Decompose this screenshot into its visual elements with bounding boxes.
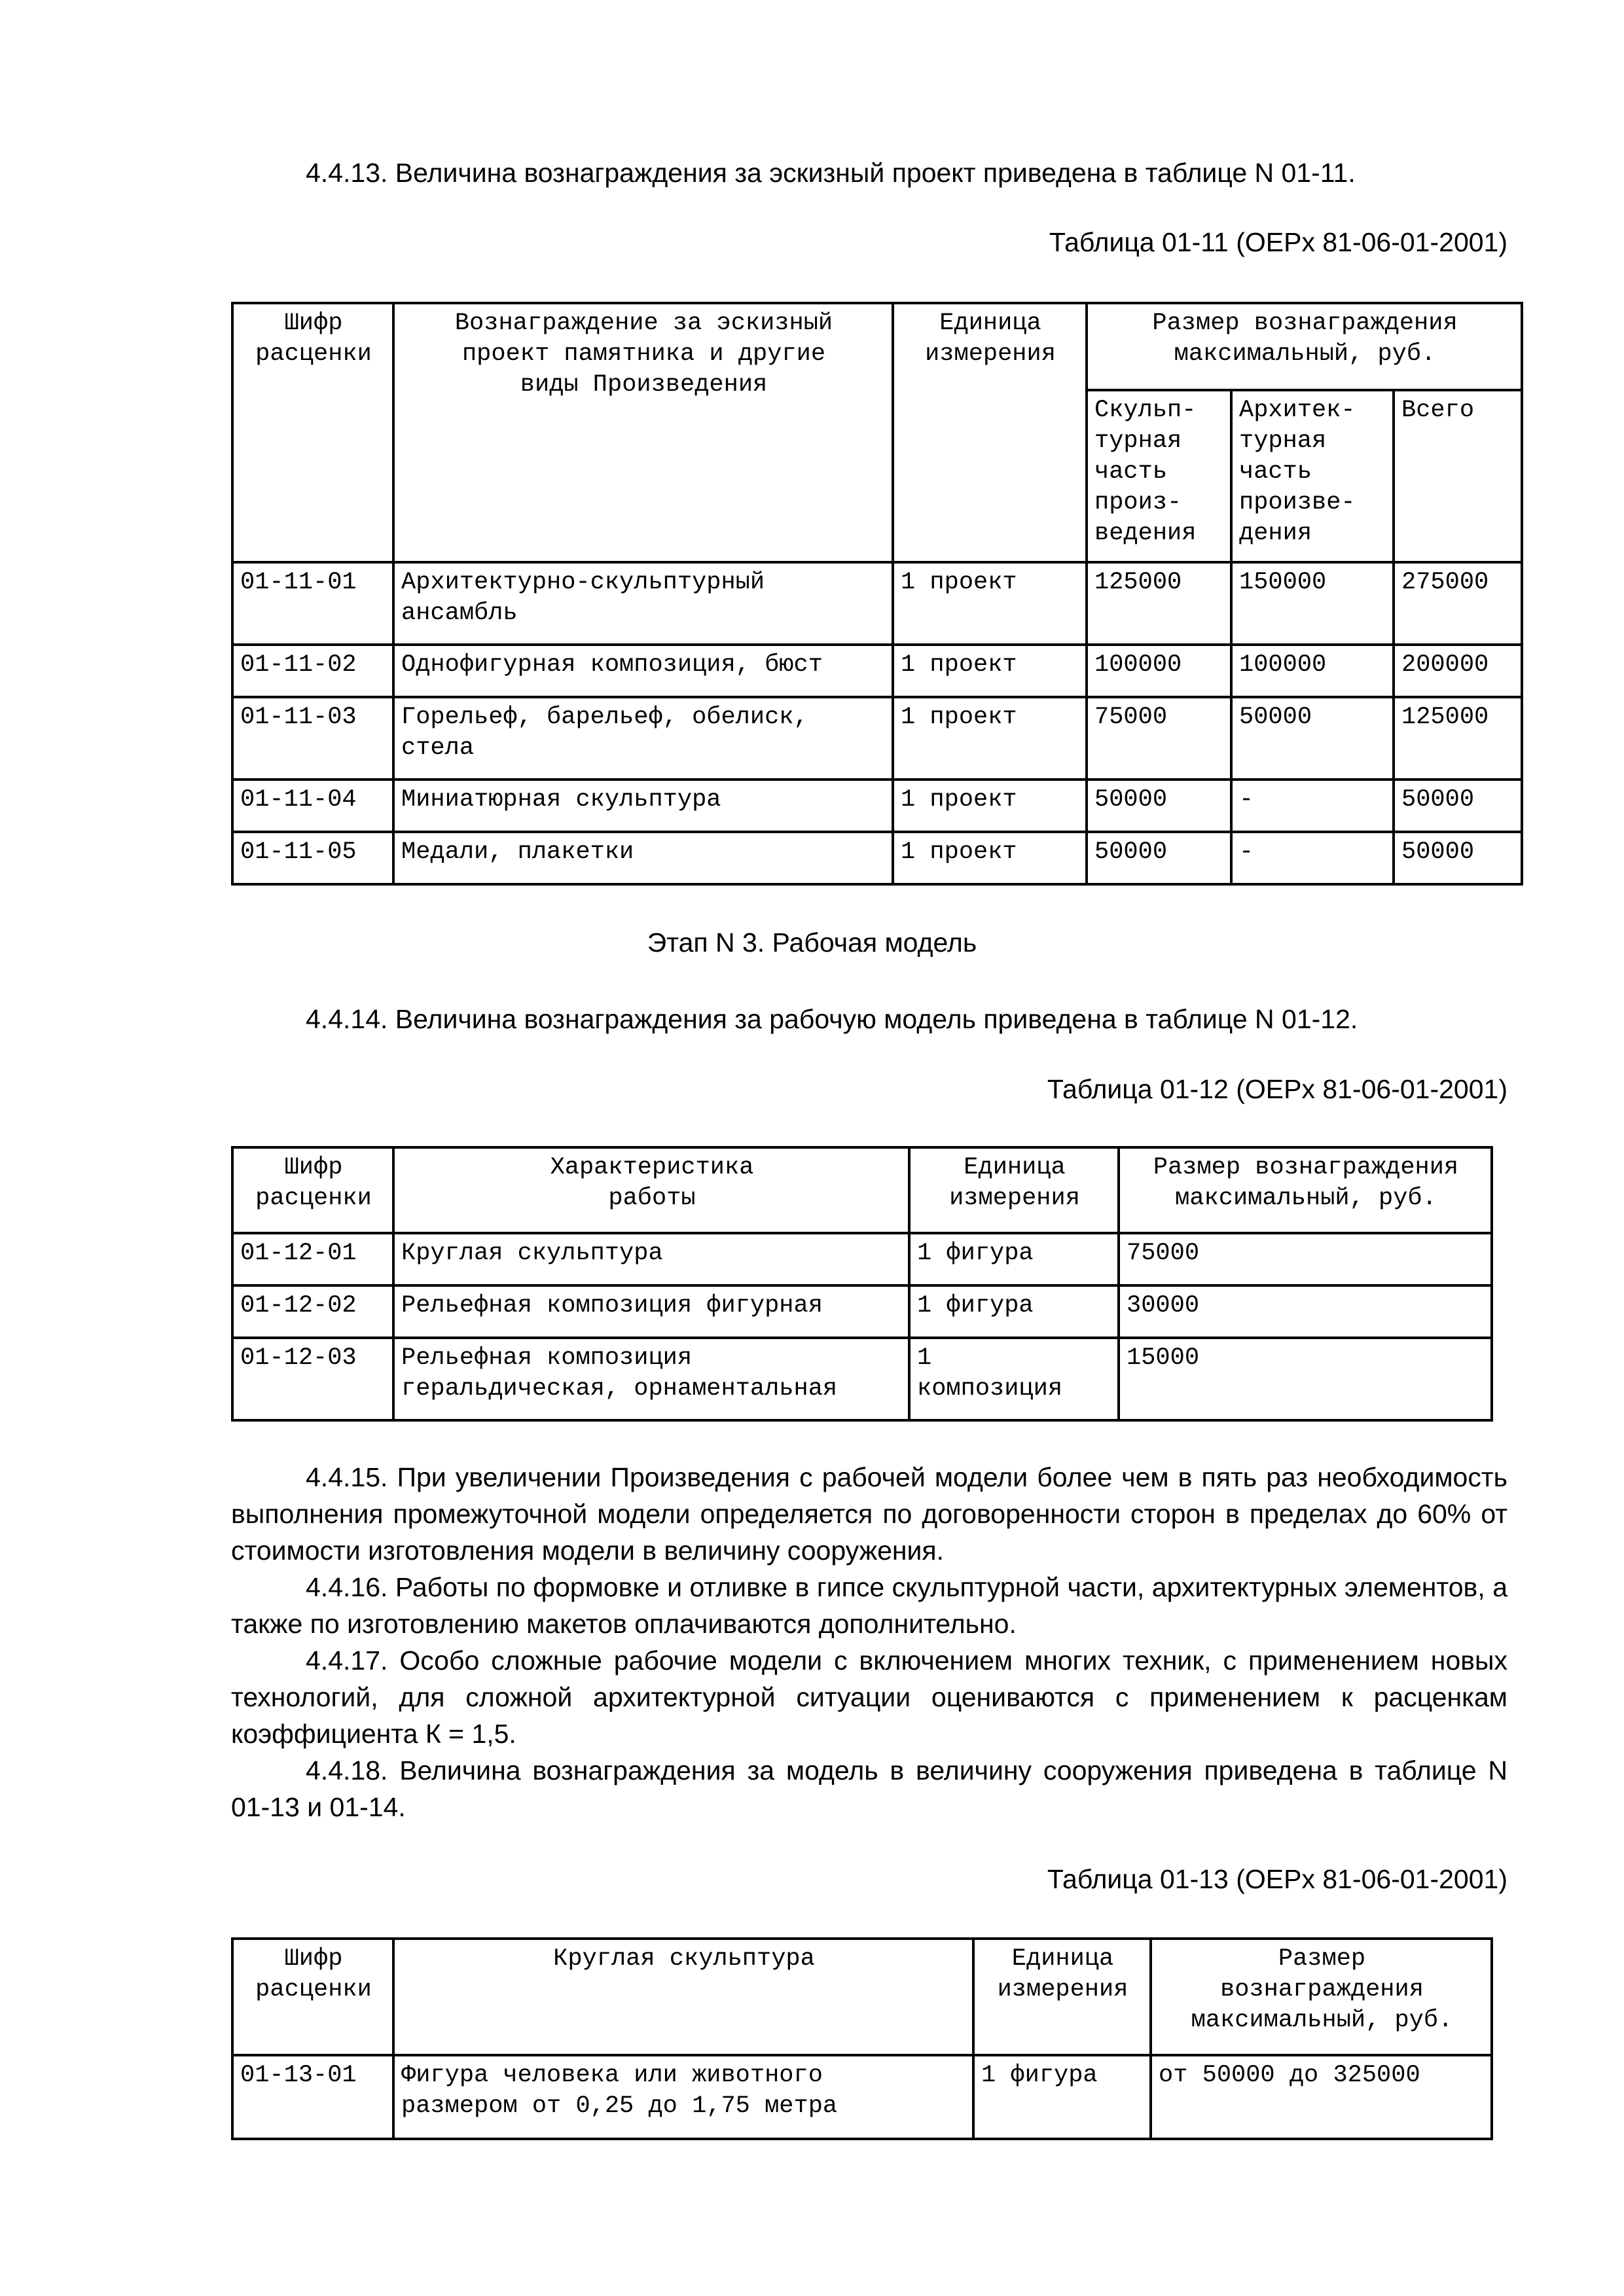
- row-unit: 1 проект: [893, 562, 1087, 645]
- table-row: [232, 2055, 1492, 2139]
- row-work: Архитектурно-скульптурный ансамбль: [393, 562, 893, 645]
- row-code: 01-12-01: [232, 1233, 393, 1285]
- row-work: Однофигурная композиция, бюст: [393, 645, 893, 697]
- header-work: Характеристика работы: [393, 1147, 909, 1233]
- header-architectural-part: Архитек- турная часть произве- дения: [1231, 390, 1394, 562]
- row-arch: 100000: [1231, 645, 1394, 697]
- header-unit: Единица измерения: [909, 1147, 1119, 1233]
- header-work: Вознаграждение за эскизный проект памятника и другие виды Произведения: [393, 303, 893, 562]
- row-work: Фигура человека или животного размером от 0,25 до 1,75 метра: [393, 2055, 973, 2139]
- row-size: 30000: [1119, 1285, 1492, 1338]
- stage-3-heading: Этап N 3. Рабочая модель: [647, 927, 977, 958]
- header-code: Шифр расценки: [232, 1939, 393, 2055]
- row-total: 125000: [1394, 697, 1522, 780]
- row-unit: 1 фигура: [909, 1233, 1119, 1285]
- row-work: Рельефная композиция геральдическая, орнаментальная: [393, 1338, 909, 1420]
- row-size: 15000: [1119, 1338, 1492, 1420]
- row-sculpt: 75000: [1087, 697, 1231, 780]
- table-01-13: [231, 1937, 1493, 2140]
- table-01-11-caption: Таблица 01-11 (ОЕРх 81-06-01-2001): [1049, 227, 1507, 257]
- table-01-12: [231, 1146, 1493, 1422]
- row-code: 01-13-01: [232, 2055, 393, 2139]
- row-sculpt: 50000: [1087, 832, 1231, 884]
- section-4-4-17: 4.4.17. Особо сложные рабочие модели с включением многих техник, с применением новых технологий, для сложной архитектурной ситуации оцениваются с применением к расценкам коэффициента К = 1,5.: [231, 1645, 1507, 1749]
- row-code: 01-11-02: [232, 645, 393, 697]
- row-code: 01-12-02: [232, 1285, 393, 1338]
- table-row: [232, 697, 1522, 780]
- table-row: [232, 1338, 1492, 1420]
- header-unit: Единица измерения: [893, 303, 1087, 562]
- row-unit: 1 фигура: [909, 1285, 1119, 1338]
- row-sculpt: 125000: [1087, 562, 1231, 645]
- header-sculptural-part: Скульп- турная часть произ- ведения: [1087, 390, 1231, 562]
- header-reward-size: Размер вознаграждения максимальный, руб.: [1151, 1939, 1492, 2055]
- header-reward-size: Размер вознаграждения максимальный, руб.: [1087, 303, 1522, 390]
- row-total: 200000: [1394, 645, 1522, 697]
- row-unit: 1 композиция: [909, 1338, 1119, 1420]
- table-row: [232, 645, 1522, 697]
- row-unit: 1 фигура: [973, 2055, 1151, 2139]
- header-work: Круглая скульптура: [393, 1939, 973, 2055]
- section-4-4-14: 4.4.14. Величина вознаграждения за рабочую модель приведена в таблице N 01-12.: [306, 1004, 1358, 1034]
- row-unit: 1 проект: [893, 780, 1087, 832]
- header-reward-size: Размер вознаграждения максимальный, руб.: [1119, 1147, 1492, 1233]
- row-unit: 1 проект: [893, 645, 1087, 697]
- row-code: 01-11-01: [232, 562, 393, 645]
- row-size: от 50000 до 325000: [1151, 2055, 1492, 2139]
- table-row: [232, 832, 1522, 884]
- row-work: Рельефная композиция фигурная: [393, 1285, 909, 1338]
- section-4-4-13: 4.4.13. Величина вознаграждения за эскизный проект приведена в таблице N 01-11.: [306, 158, 1356, 188]
- row-work: Горельеф, барельеф, обелиск, стела: [393, 697, 893, 780]
- section-4-4-16: 4.4.16. Работы по формовке и отливке в гипсе скульптурной части, архитектурных элементов, а также по изготовлению макетов оплачиваются дополнительно.: [231, 1572, 1507, 1639]
- table-row: [232, 1233, 1492, 1285]
- row-arch: -: [1231, 780, 1394, 832]
- row-code: 01-11-03: [232, 697, 393, 780]
- row-arch: -: [1231, 832, 1394, 884]
- row-code: 01-11-05: [232, 832, 393, 884]
- table-01-13-caption: Таблица 01-13 (ОЕРх 81-06-01-2001): [1047, 1864, 1507, 1894]
- header-code: Шифр расценки: [232, 303, 393, 562]
- row-sculpt: 100000: [1087, 645, 1231, 697]
- section-4-4-15: 4.4.15. При увеличении Произведения с рабочей модели более чем в пять раз необходимость выполнения промежуточной модели определяется по договоренности сторон в пределах до 60% от стоимости изготовления модели в величину сооружения.: [231, 1462, 1507, 1566]
- row-total: 50000: [1394, 832, 1522, 884]
- row-size: 75000: [1119, 1233, 1492, 1285]
- section-4-4-18: 4.4.18. Величина вознаграждения за модель в величину сооружения приведена в таблице N 01-13 и 01-14.: [231, 1755, 1507, 1822]
- row-work: Миниатюрная скульптура: [393, 780, 893, 832]
- header-total: Всего: [1394, 390, 1522, 562]
- table-row: [232, 1285, 1492, 1338]
- row-unit: 1 проект: [893, 832, 1087, 884]
- row-code: 01-11-04: [232, 780, 393, 832]
- row-work: Круглая скульптура: [393, 1233, 909, 1285]
- table-01-12-caption: Таблица 01-12 (ОЕРх 81-06-01-2001): [1047, 1074, 1507, 1104]
- table-01-11: [231, 302, 1523, 886]
- row-total: 275000: [1394, 562, 1522, 645]
- row-arch: 150000: [1231, 562, 1394, 645]
- row-arch: 50000: [1231, 697, 1394, 780]
- row-sculpt: 50000: [1087, 780, 1231, 832]
- table-row: [232, 780, 1522, 832]
- table-row: [232, 562, 1522, 645]
- row-code: 01-12-03: [232, 1338, 393, 1420]
- row-unit: 1 проект: [893, 697, 1087, 780]
- row-work: Медали, плакетки: [393, 832, 893, 884]
- row-total: 50000: [1394, 780, 1522, 832]
- header-code: Шифр расценки: [232, 1147, 393, 1233]
- header-unit: Единица измерения: [973, 1939, 1151, 2055]
